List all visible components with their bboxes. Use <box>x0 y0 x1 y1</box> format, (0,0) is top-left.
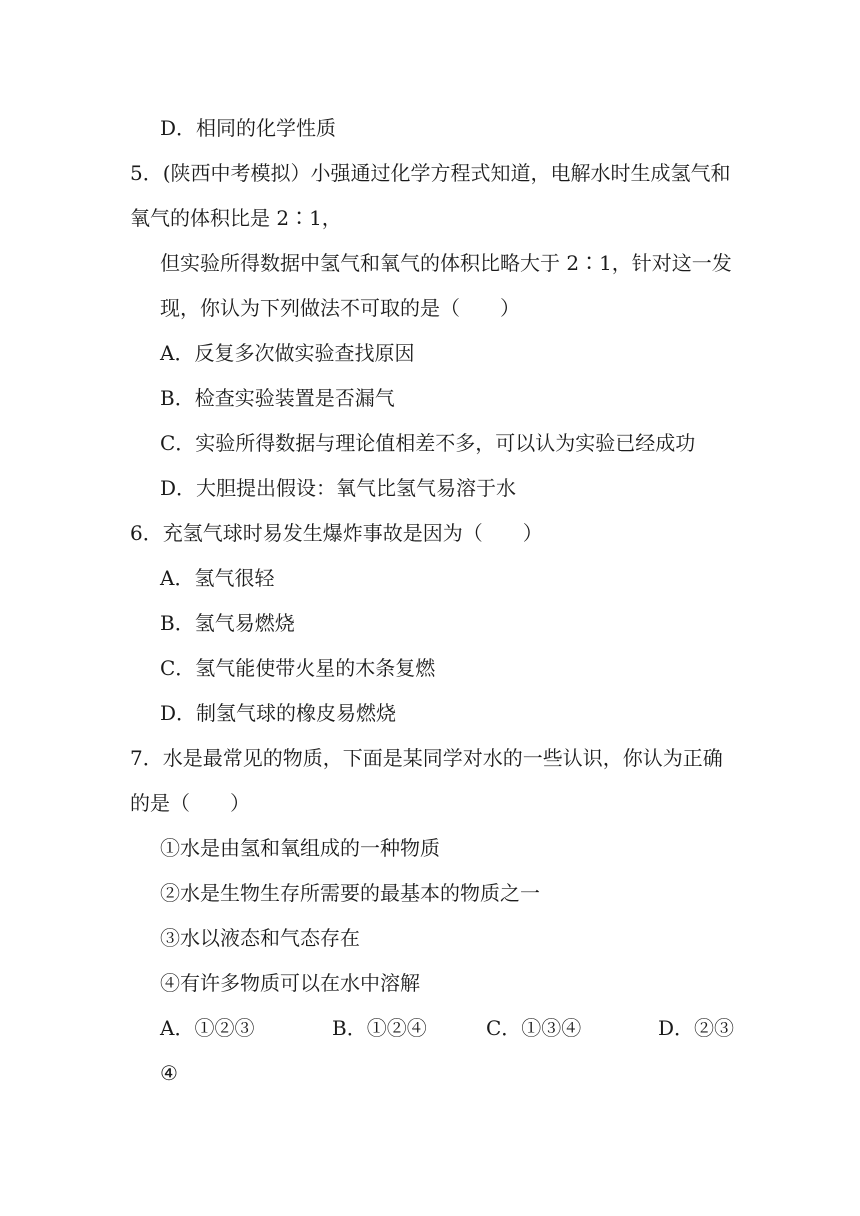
q6-option-b: B．氢气易燃烧 <box>160 611 295 635</box>
q5-option-a: A．反复多次做实验查找原因 <box>160 341 415 365</box>
q6-stem: 6．充氢气球时易发生爆炸事故是因为（ ） <box>130 521 543 545</box>
q6-option-a: A．氢气很轻 <box>160 566 275 590</box>
q5-stem-line3: 但实验所得数据中氢气和氧气的体积比略大于 2∶1，针对这一发 <box>160 251 732 275</box>
q7-statement-4: ④有许多物质可以在水中溶解 <box>160 971 420 995</box>
q4-option-d: D．相同的化学性质 <box>160 116 337 140</box>
q7-statement-3: ③水以液态和气态存在 <box>160 926 360 950</box>
q7-option-c: C．①③④ <box>486 1016 582 1040</box>
q5-option-c: C．实验所得数据与理论值相差不多，可以认为实验已经成功 <box>160 431 696 455</box>
q7-option-a: A．①②③ <box>160 1016 255 1040</box>
q7-stem-line2: 的是（ ） <box>130 791 250 815</box>
q7-option-d: D．②③ <box>658 1016 735 1040</box>
q7-stem-line1: 7．水是最常见的物质，下面是某同学对水的一些认识，你认为正确 <box>130 746 723 770</box>
q6-option-c: C．氢气能使带火星的木条复燃 <box>160 656 436 680</box>
q7-option-b: B．①②④ <box>332 1016 427 1040</box>
q5-stem-line4: 现，你认为下列做法不可取的是（ ） <box>160 296 520 320</box>
q6-option-d: D．制氢气球的橡皮易燃烧 <box>160 701 397 725</box>
q5-option-d: D．大胆提出假设：氧气比氢气易溶于水 <box>160 476 517 500</box>
q7-option-d-wrap: ④ <box>160 1061 178 1085</box>
q5-stem-line2: 氧气的体积比是 2∶1， <box>130 206 342 230</box>
q7-statement-1: ①水是由氢和氧组成的一种物质 <box>160 836 440 860</box>
q7-statement-2: ②水是生物生存所需要的最基本的物质之一 <box>160 881 540 905</box>
q5-stem-line1: 5．(陕西中考模拟）小强通过化学方程式知道，电解水时生成氢气和 <box>130 161 731 185</box>
q7-options-row <box>0 1008 860 1048</box>
q5-option-b: B．检查实验装置是否漏气 <box>160 386 395 410</box>
